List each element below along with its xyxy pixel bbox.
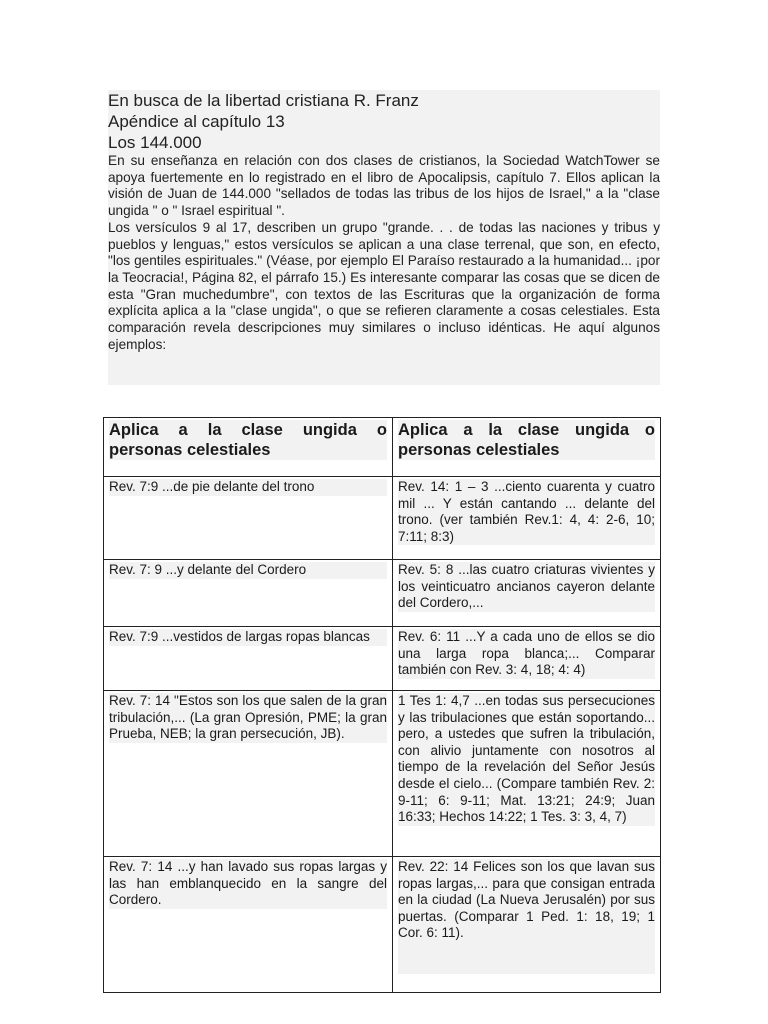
comparison-table bbox=[103, 417, 661, 993]
cell-text: Rev. 7: 14 "Estos son los que salen de la gran tribulación,... (La gran Opresión, PME; la gran Prueba, NEB; la gran persecución, JB). bbox=[109, 693, 387, 742]
header-cell-right bbox=[393, 418, 661, 477]
table-row bbox=[104, 857, 661, 993]
table-cell-right bbox=[393, 627, 661, 691]
cell-text: Rev. 6: 11 ...Y a cada uno de ellos se dio una larga ropa blanca;... Comparar también con Rev. 3: 4, 18; 4: 4) bbox=[398, 629, 655, 678]
cell-text: Rev. 22: 14 Felices son los que lavan sus ropas largas,... para que consigan entrada en la ciudad (La Nueva Jerusalén) por sus puertas. (Comparar 1 Ped. 1: 18, 19; 1 Cor. 6: 11). bbox=[398, 859, 655, 974]
cell-text: Rev. 7:9 ...de pie delante del trono bbox=[109, 479, 387, 496]
cell-text: Rev. 7: 9 ...y delante del Cordero bbox=[109, 562, 387, 579]
cell-text: Rev. 14: 1 – 3 ...ciento cuarenta y cuatro mil ... Y están cantando ... delante del trono. (ver también Rev.1: 4, 4: 2-6, 10; 7:11; 8:3) bbox=[398, 479, 655, 544]
table-cell-left bbox=[104, 691, 393, 857]
table-cell-right bbox=[393, 477, 661, 560]
table-cell-left bbox=[104, 560, 393, 627]
table-cell-right bbox=[393, 857, 661, 993]
table-row bbox=[104, 560, 661, 627]
cell-text: Rev. 5: 8 ...las cuatro criaturas vivientes y los veinticuatro ancianos cayeron delante del Cordero,... bbox=[398, 562, 655, 611]
table-cell-left bbox=[104, 627, 393, 691]
appendix-title: Apéndice al capítulo 13 bbox=[108, 112, 285, 131]
section-title: Los 144.000 bbox=[108, 133, 202, 152]
cell-text: 1 Tes 1: 4,7 ...en todas sus persecuciones y las tribulaciones que están soportando... pero, a ustedes que sufren la tribulación, con alivio juntamente con nosotros al tiempo de la revelación del Señor Jesús desde el cielo... (Compare también Rev. 2: 9-11; 6: 9-11; Mat. 13:21; 24:9; Juan 16:33; Hechos 14:22; 1 Tes. 3: 3, 4, 7) bbox=[398, 693, 655, 825]
table-row bbox=[104, 691, 661, 857]
book-title: En busca de la libertad cristiana R. Franz bbox=[108, 91, 419, 110]
table-cell-left bbox=[104, 857, 393, 993]
table-cell-right bbox=[393, 560, 661, 627]
header-right-text: Aplica a la clase ungida o personas celestiales bbox=[398, 421, 655, 459]
table-row bbox=[104, 477, 661, 560]
intro-paragraph-1: En su enseñanza en relación con dos clases de cristianos, la Sociedad WatchTower se apoya fuertemente en lo registrado en el libro de Apocalipsis, capítulo 7. Ellos aplican la visión de Juan de 144.000 "sellados de todas las tribus de los hijos de Israel," a la "clase ungida " o " Israel espiritual ". bbox=[108, 153, 660, 219]
cell-text: Rev. 7: 14 ...y han lavado sus ropas largas y las han emblanquecido en la sangre del Cordero. bbox=[109, 859, 387, 908]
table-cell-left bbox=[104, 477, 393, 560]
intro-paragraph-2: Los versículos 9 al 17, describen un grupo "grande. . . de todas las naciones y tribus y pueblos y lenguas," estos versículos se aplican a una clase terrenal, que son, en efecto, "los gentiles espirituales." (Véase, por ejemplo El Paraíso restaurado a la humanidad... ¡por la Teocracia!, Página 82, el párrafo 15.) Es interesante comparar las cosas que se dicen de esta "Gran muchedumbre", con textos de las Escrituras que la organización de forma explícita aplica a la "clase ungida", o que se refieren claramente a cosas celestiales. Esta comparación revela descripciones muy similares o incluso idénticas. He aquí algunos ejemplos: bbox=[108, 219, 660, 352]
table-row bbox=[104, 627, 661, 691]
header-left-text: Aplica a la clase ungida o personas celestiales bbox=[109, 421, 387, 459]
table-cell-right bbox=[393, 691, 661, 857]
table-header-row bbox=[104, 418, 661, 477]
header-cell-left bbox=[104, 418, 393, 477]
cell-text: Rev. 7:9 ...vestidos de largas ropas blancas bbox=[109, 629, 387, 646]
intro-section bbox=[108, 90, 660, 385]
